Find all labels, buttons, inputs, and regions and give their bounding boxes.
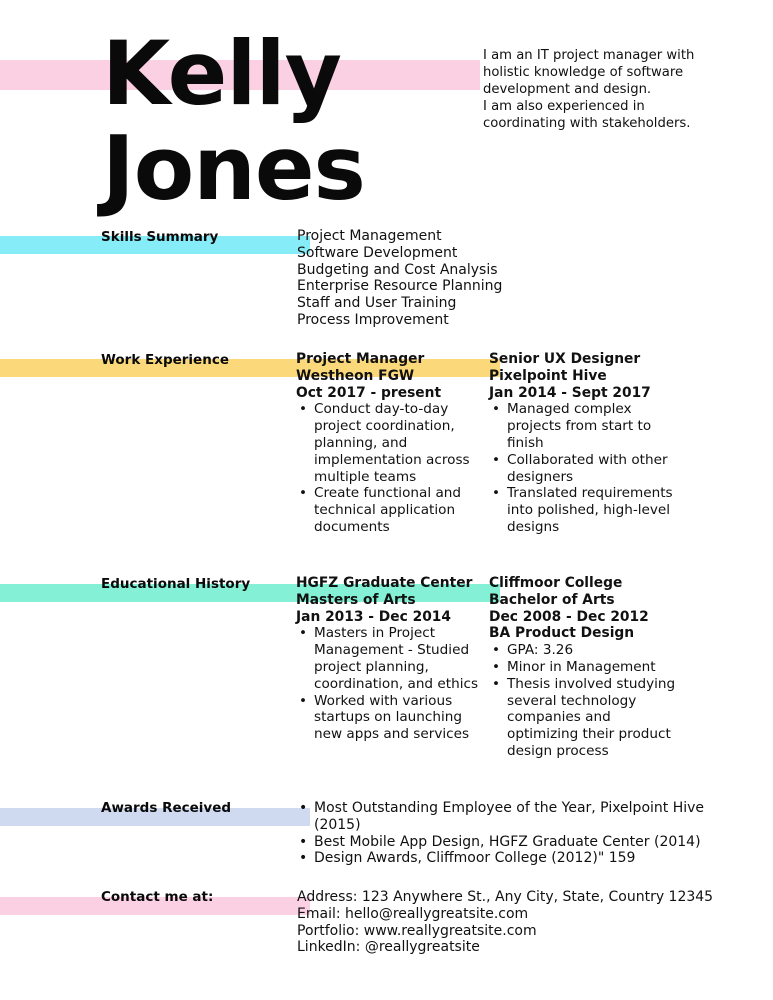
skill-item: Budgeting and Cost Analysis xyxy=(297,261,498,278)
job-dates: Oct 2017 - present xyxy=(296,384,442,401)
school-entry-2 xyxy=(489,575,684,760)
job-bullet: • Translated requirements into polished, high-level designs xyxy=(489,485,684,535)
school-bullet: • Minor in Management xyxy=(489,659,684,676)
job-bullet: • Collaborated with other designers xyxy=(489,452,684,486)
school-entry-1 xyxy=(296,575,481,743)
contact-linkedin[interactable]: LinkedIn: @reallygreatsite xyxy=(297,939,480,956)
skill-item: Project Management xyxy=(297,228,442,244)
job-role: Project Manager xyxy=(296,351,425,367)
skill-item: Enterprise Resource Planning xyxy=(297,278,503,295)
job-company: Westheon FGW xyxy=(296,367,415,384)
school-bullet: • Masters in Project Management - Studied project planning, coordination, and ethics xyxy=(296,625,481,692)
award-item: • Most Outstanding Employee of the Year, Pixelpoint Hive (2015) xyxy=(296,800,716,834)
job-bullet: • Create functional and technical application documents xyxy=(296,485,481,535)
skill-item: Process Improvement xyxy=(297,311,449,328)
skills-title: Skills Summary xyxy=(101,229,219,245)
contact-email[interactable]: Email: hello@reallygreatsite.com xyxy=(297,905,529,922)
school-bullet: • Thesis involved studying several technology companies and optimizing their product design process xyxy=(489,676,684,760)
last-name: Jones xyxy=(102,117,365,220)
job-role: Senior UX Designer xyxy=(489,351,641,367)
contact-portfolio[interactable]: Portfolio: www.reallygreatsite.com xyxy=(297,922,537,939)
job-entry-1 xyxy=(296,351,481,536)
school-degree: Bachelor of Arts xyxy=(489,591,615,608)
work-title: Work Experience xyxy=(101,352,229,368)
skills-list xyxy=(297,228,502,329)
school-degree: Masters of Arts xyxy=(296,591,416,608)
job-entry-2 xyxy=(489,351,684,536)
job-bullet: • Conduct day-to-day project coordination, planning, and implementation across multiple teams xyxy=(296,401,481,485)
intro-text: I am an IT project manager with holistic knowledge of software development and design. I am also experienced in coordinating with stakeholders. xyxy=(483,48,695,131)
awards-list xyxy=(296,800,716,867)
contact-address: Address: 123 Anywhere St., Any City, State, Country 12345 xyxy=(297,889,714,905)
job-dates: Jan 2014 - Sept 2017 xyxy=(489,384,651,401)
award-item: • Best Mobile App Design, HGFZ Graduate Center (2014) xyxy=(296,834,716,851)
first-name: Kelly xyxy=(102,22,342,125)
school-dates: Jan 2013 - Dec 2014 xyxy=(296,608,451,625)
contact-list xyxy=(297,889,713,956)
school-name: HGFZ Graduate Center xyxy=(296,575,473,591)
awards-title: Awards Received xyxy=(101,800,232,816)
award-item: • Design Awards, Cliffmoor College (2012)" 159 xyxy=(296,850,716,867)
school-bullet: • Worked with various startups on launching new apps and services xyxy=(296,693,481,743)
education-title: Educational History xyxy=(101,576,251,592)
skill-item: Software Development xyxy=(297,244,458,261)
skill-item: Staff and User Training xyxy=(297,295,457,312)
job-company: Pixelpoint Hive xyxy=(489,367,607,384)
school-bullet: • GPA: 3.26 xyxy=(489,642,684,659)
contact-title: Contact me at: xyxy=(101,889,214,905)
school-name: Cliffmoor College xyxy=(489,575,623,591)
school-dates: Dec 2008 - Dec 2012 xyxy=(489,608,649,625)
school-major: BA Product Design xyxy=(489,625,635,642)
job-bullet: • Managed complex projects from start to finish xyxy=(489,401,684,451)
